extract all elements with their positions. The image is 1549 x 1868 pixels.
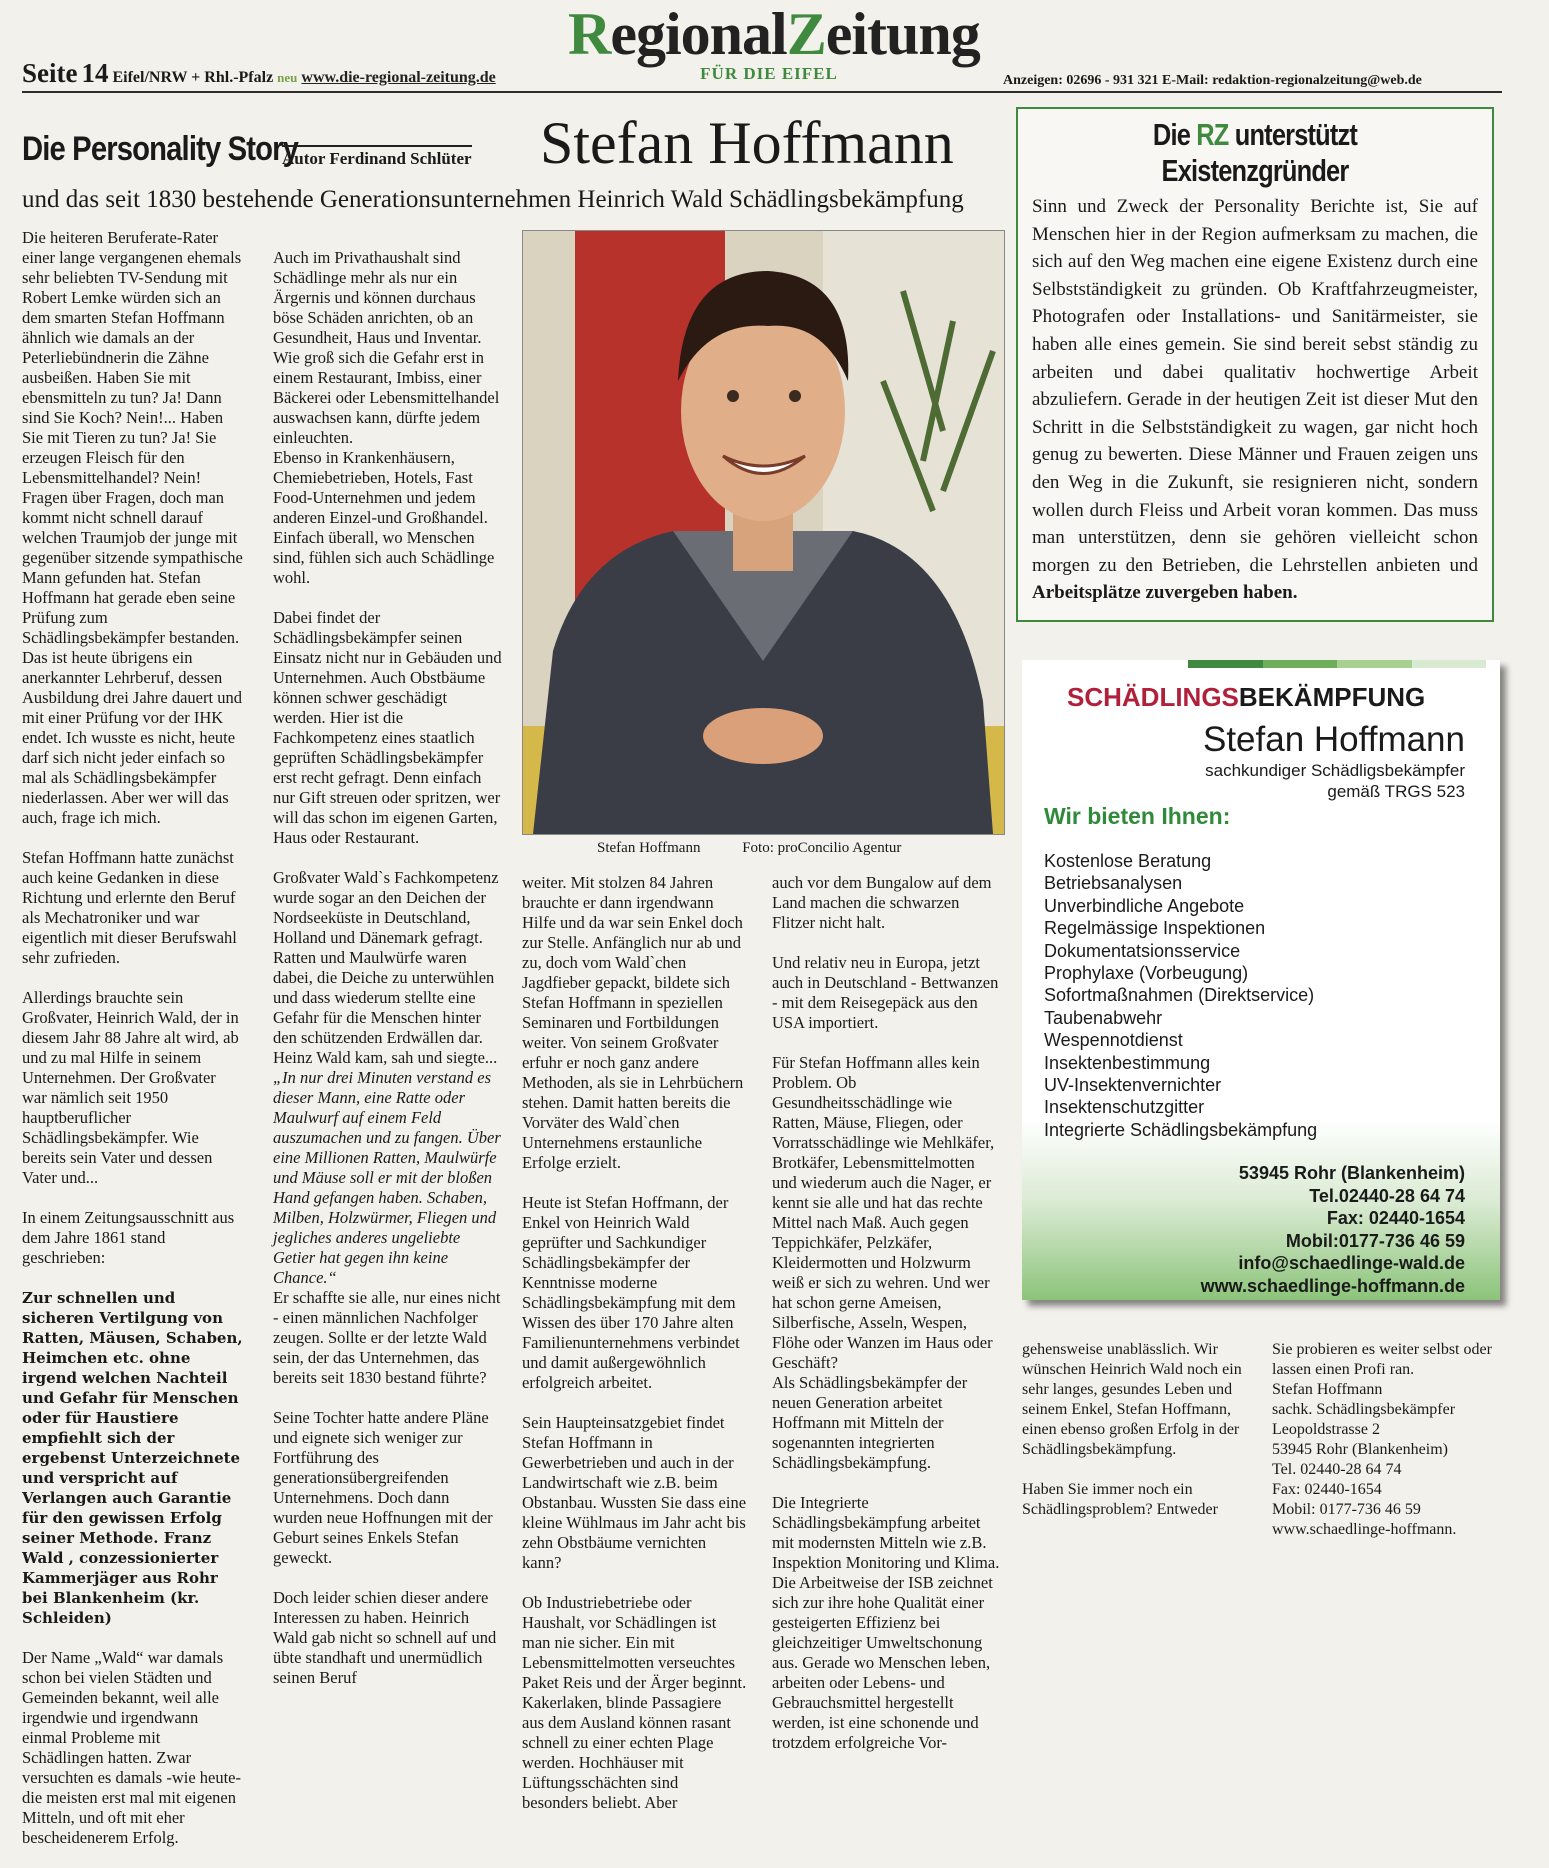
contact-line: Fax: 02440-1654	[1272, 1481, 1382, 1498]
ad-phone: Tel.02440-28 64 74	[1309, 1185, 1465, 1206]
paragraph: Und relativ neu in Europa, jetzt auch in Deutschland - Bettwanzen - mit dem Reisegepäck aus den USA importiert.	[772, 953, 999, 1032]
paragraph: Ebenso in Krankenhäusern, Chemiebetrieben, Hotels, Fast Food-Unternehmen und jedem anderen Einzel-und Großhandel. Einfach überall, wo Menschen sind, fühlen sich auch Schädlinge wohl.	[273, 448, 495, 587]
paragraph: Doch leider schien dieser andere Interessen zu haben. Heinrich Wald gab nicht so schnell auf und übte standhaft und unermüdlich seinen Beruf	[273, 1588, 497, 1687]
paragraph: Sein Haupteinsatzgebiet findet Stefan Hoffmann in Gewerbetrieben und auch in der Landwirtschaft wie z.B. beim Obstanbau. Wussten Sie dass eine kleine Wühlmaus im Jahr acht bis zehn Obstbäume vernichten kann?	[522, 1413, 747, 1572]
page-header-left	[22, 58, 496, 89]
paragraph: Der Name „Wald“ war damals schon bei vielen Städten und Gemeinden bekannt, weil alle irgendwie und irgendwann einmal Probleme mit Schädlingen hatten. Zwar versuchten es damals -wie heute- die meisten erst mal mit eigenen Mitteln, und oft mit eher bescheidenerem Erfolg.	[22, 1648, 241, 1847]
ad-address: 53945 Rohr (Blankenheim)	[1238, 1163, 1465, 1183]
paragraph: Die heiteren Beruferate-Rater einer lange vergangenen ehemals sehr beliebten TV-Sendung mit Robert Lemke würden sich an dem smarten Stefan Hoffmann ähnlich wie damals an der Peterliebündnerin die Zähne ausbeißen. Haben Sie mit ebensmitteln zu tun? Ja! Dann sind Sie Koch? Nein!... Haben Sie mit Tieren zu tun? Ja! Sie erzeugen Fleisch für den Lebensmittelhandel? Nein! Fragen über Fragen, doch man kommt nicht schnell darauf welchen Traumjob der junge mit gegenüber sitzende sympathische Mann gefunden hat. Stefan Hoffmann hat gerade eben seine Prüfung zum Schädlingsbekämpfer bestanden.	[22, 228, 243, 647]
list-item: Insektenbestimmung	[1044, 1052, 1211, 1073]
paragraph: Großvater Wald`s Fachkompetenz wurde sogar an den Deichen der Nordseeküste in Deutschland, Holland und Dänemark gefragt. Ratten und Maulwürfe waren dabei, die Deiche zu unterwühlen und dass wiederum stellte eine Gefahr für die Menschen hinter den schützenden Erdwällen dar. Heinz Wald kam, sah und siegte...	[273, 868, 499, 1067]
paragraph: Auch im Privathaushalt sind Schädlinge mehr als nur ein Ärgernis und können durchaus böse Schäden anrichten, ob an Gesundheit, Haus und Inventar.	[273, 248, 482, 347]
article-title: Stefan Hoffmann	[540, 110, 954, 176]
author-line: Autor Ferdinand Schlüter	[282, 145, 472, 169]
list-item: Dokumentatsionsservice	[1044, 940, 1241, 961]
masthead-subtitle: FÜR DIE EIFEL	[700, 64, 838, 83]
article-column-5	[1022, 1340, 1252, 1540]
paragraph: Stefan Hoffmann hatte zunächst auch keine Gedanken in diese Richtung und erlernte den Beruf als Mechatroniker und war eigentlich mit dieser Berufswahl sehr zufrieden.	[22, 848, 237, 967]
article-column-4	[772, 873, 1002, 1773]
historic-quote: Zur schnellen und sicheren Vertilgung von Ratten, Mäusen, Schaben, Heimchen etc. ohne irgend welchen Nachteil und Gefahr für Menschen oder für Haustiere empfiehlt sich der ergebenst Unterzeichnete und verspricht auf Verlangen auch Garantie für den gewissen Erfolg seiner Methode. Franz Wald , conzessionierter Kammerjäger aus Rohr bei Blankenheim (kr. Schleiden)	[22, 1289, 243, 1627]
rz-box-title: Die RZ unterstützt Existenzgründer	[1152, 117, 1358, 188]
ad-color-stripes	[1188, 660, 1486, 668]
paragraph: Haben Sie immer noch ein Schädlingsproblem? Entweder	[1022, 1481, 1218, 1518]
list-item: UV-Insektenvernichter	[1044, 1075, 1222, 1096]
article-column-1	[22, 228, 244, 1868]
ad-fax: Fax: 02440-1654	[1326, 1208, 1465, 1228]
paragraph: Für Stefan Hoffmann alles kein Problem. Ob Gesundheitsschädlinge wie Ratten, Mäuse, Fliegen, oder Vorratsschädlinge wie Mehlkäfer, Brotkäfer, Lebensmittelmotten und wiederum auch die Nager, er kennt sie alle und hat das rechte Mittel nach Maß. Auch gegen Teppichkäfer, Pelzkäfer, Kleidermotten und Holzwurm weiß er sich zu wehren. Und wer hat schon gerne Ameisen, Silberfische, Asseln, Wespen, Flöhe oder Wanzen im Haus oder Geschäft?	[772, 1053, 995, 1372]
list-item: Wespennotdienst	[1044, 1030, 1183, 1051]
ad-email-link[interactable]: info@schaedlinge-wald.de	[1238, 1253, 1465, 1273]
ad-heading: SCHÄDLINGSBEKÄMPFUNG	[1067, 682, 1426, 712]
page-number: 14	[81, 58, 109, 88]
article-subtitle: und das seit 1830 bestehende Generationsunternehmen Heinrich Wald Schädlingsbekämpfung	[22, 186, 964, 213]
website-link[interactable]: www.die-regional-zeitung.de	[301, 69, 496, 86]
website-link[interactable]: www.schaedlinge-hoffmann.	[1272, 1521, 1457, 1538]
rz-info-box	[1016, 107, 1494, 622]
list-item: Prophylaxe (Vorbeugung)	[1044, 963, 1249, 984]
paragraph: In einem Zeitungsausschnitt aus dem Jahre 1861 stand geschrieben:	[22, 1208, 235, 1267]
paragraph: weiter. Mit stolzen 84 Jahren brauchte er dann irgendwann Hilfe und da war sein Enkel doch zur Stelle. Anfänglich nur ab und zu, doch vom Wald`chen Jagdfieber gepackt, bildete sich Stefan Hoffmann in speziellen Seminaren und Fortbildungen weiter. Von seinem Großvater erfuhr er noch ganz andere Methoden, als sie in Lehrbüchern stehen. Damit hatten bereits die Vorväter des Wald`chen Unternehmens erstaunliche Erfolge erzielt.	[522, 873, 744, 1172]
contact-line: Tel. 02440-28 64 74	[1272, 1461, 1402, 1478]
ad-name: Stefan Hoffmann	[1202, 720, 1465, 759]
pest-control-ad	[1022, 660, 1500, 1300]
page-label: Seite	[22, 58, 78, 88]
list-item: Integrierte Schädlingsbekämpfung	[1044, 1119, 1318, 1140]
paragraph: Er schaffte sie alle, nur eines nicht - einen männlichen Nachfolger zeugen. Sollte er der letzte Wald sein, der das Unternehmen, das bereits seit 1830 bestand führte?	[273, 1288, 501, 1387]
masthead-logo: RegionalZeitung	[568, 1, 980, 67]
list-item: Unverbindliche Angebote	[1044, 895, 1245, 916]
article-column-3	[522, 873, 747, 1833]
list-item: Insektenschutzgitter	[1044, 1097, 1205, 1118]
ad-offer-title: Wir bieten Ihnen:	[1044, 803, 1231, 829]
contact-line: Mobil: 0177-736 46 59	[1272, 1501, 1421, 1518]
contact-line: Stefan Hoffmann	[1272, 1381, 1383, 1398]
ad-website-link[interactable]: www.schaedlinge-hoffmann.de	[1200, 1275, 1465, 1296]
contact-line: sachk. Schädlingsbekämpfer	[1272, 1401, 1456, 1418]
paragraph: Seine Tochter hatte andere Pläne und eignete sich weniger zur Fortführung des generationsübergreifenden Unternehmens. Doch dann wurden neue Hoffnungen mit der Geburt seines Enkels Stefan geweckt.	[273, 1408, 493, 1567]
list-item: Regelmässige Inspektionen	[1044, 918, 1266, 939]
paragraph: Allerdings brauchte sein Großvater, Heinrich Wald, der in diesem Jahr 88 Jahre alt wird, ab und zu mal Hilfe in seinem Unternehmen. Der Großvater war nämlich seit 1950 hauptberuflicher Schädlingsbekämpfer. Wie bereits sein Vater und dessen Vater und...	[22, 988, 239, 1187]
list-item: Kostenlose Beratung	[1044, 851, 1212, 871]
article-column-2	[273, 248, 503, 1708]
article-column-6	[1272, 1340, 1502, 1540]
ad-contact	[1201, 1162, 1465, 1297]
paragraph: Das ist heute übrigens ein anerkannter Lehrberuf, dessen Ausbildung drei Jahre dauert und mit einer Prüfung vor der IHK endet. Ich wusste es nicht, heute darf sich nicht jeder einfach so mal als Schädlingsbekämpfer niederlassen. Aber wer will das auch, frage ich mich.	[22, 648, 242, 827]
paragraph: Die Integrierte Schädlingsbekämpfung arbeitet mit modernsten Mitteln wie z.B. Inspektion Monitoring und Klima. Die Arbeitweise der ISB zeichnet sich zur ihre hohe Qualität einer gesteigerten Effizienz bei gleichzeitiger Umweltschonung aus. Gerade wo Menschen leben, arbeiten oder Lebens- und Gebrauchsmittel hergestellt werden, ist eine schonende und trotzdem erfolgreiche Vor-	[772, 1493, 1000, 1752]
region-label: Eifel/NRW + Rhl.-Pfalz	[112, 69, 274, 86]
masthead	[568, 0, 980, 84]
paragraph: Heute ist Stefan Hoffmann, der Enkel von Heinrich Wald geprüfter und Sachkundiger Schädlingsbekämpfer der Kenntnisse moderne Schädlingsbekämpfung mit dem Wissen des über 170 Jahre alten Familienunternehmens verbindet und damit außergewöhnlich erfolgreich arbeitet.	[522, 1193, 740, 1392]
story-label: Die Personality Story	[22, 130, 299, 168]
paragraph: auch vor dem Bungalow auf dem Land machen die schwarzen Flitzer nicht halt.	[772, 873, 992, 932]
photo-caption	[522, 840, 1003, 857]
caption-credit: Foto: proConcilio Agentur	[742, 840, 902, 856]
contact-line: Leopoldstrasse 2	[1272, 1421, 1380, 1438]
rz-box-text: Sinn und Zweck der Personality Berichte ist, Sie auf Menschen hier in der Region aufmerksam zu machen, die sich auf den Weg machen eine eigene Existenz durch eine Selbstständigkeit zu gründen. Ob Kraftfahrzeugmeister, Photografen oder Installations- und Sanitärmeister, sie haben alle eines gemein. Sie sind bereit sebst ständig zu arbeiten und dabei qualitativ hochwertige Arbeit abzuliefern. Gerade in der heutigen Zeit ist dieser Mut den Schritt in die Selbstständigkeit zu wagen, gar nicht hoch genug zu bewerten. Diese Männer und Frauen zeigen uns den Weg in die Zukunft, sie resignieren nicht, sondern wollen durch Fleiss und Arbeit voran kommen. Das muss man unterstützen, denn sie gehören vielleicht schon morgen zu den Betrieben, die Lehrstellen anbieten und Arbeitsplätze zuvergeben haben.	[1032, 196, 1478, 604]
portrait-illustration	[523, 231, 1004, 834]
paragraph: Als Schädlingsbekämpfer der neuen Generation arbeitet Hoffmann mit Mitteln der sogenannten integrierten Schädlingsbekämpfung.	[772, 1373, 968, 1472]
paragraph: Wie groß sich die Gefahr erst in einem Restaurant, Imbiss, einer Bäckerei oder Lebensmittelhandel auswachsen kann, dürfte jedem einleuchten.	[273, 348, 500, 447]
list-item: Taubenabwehr	[1044, 1007, 1163, 1028]
contact-line: 53945 Rohr (Blankenheim)	[1272, 1441, 1448, 1458]
ad-role: sachkundiger Schädligsbekämpfer gemäß TRGS 523	[1205, 761, 1465, 801]
quote: „In nur drei Minuten verstand es dieser Mann, eine Ratte oder Maulwurf auf einem Feld auszumachen und zu fangen. Über eine Millionen Ratten, Maulwürfe und Mäuse soll er mit der bloßen Hand gefangen haben. Schaben, Milben, Holzwürmer, Fliegen und jegliches anderes ungeliebte Getier hat gegen ihn keine Chance.“	[273, 1068, 501, 1287]
portrait-photo	[522, 230, 1005, 835]
ad-offer-list	[1044, 850, 1317, 1141]
header-divider	[22, 91, 1502, 93]
paragraph: Sie probieren es weiter selbst oder lassen einen Profi ran.	[1272, 1341, 1492, 1378]
list-item: Sofortmaßnahmen (Direktservice)	[1044, 985, 1315, 1006]
paragraph: Dabei findet der Schädlingsbekämpfer seinen Einsatz nicht nur in Gebäuden und Unternehmen. Auch Obstbäume können schwer geschädigt werden. Hier ist die Fachkompetenz eines staatlich geprüften Schädlingsbekämpfer erst recht gefragt. Denn einfach nur Gift streuen oder spritzen, wer will das schon im eigenen Garten, Haus oder Restaurant.	[273, 608, 502, 847]
ad-mobile: Mobil:0177-736 46 59	[1285, 1230, 1465, 1251]
paragraph: Ob Industriebetriebe oder Haushalt, vor Schädlingen ist man nie sicher. Ein mit Lebensmittelmotten verseuchtes Paket Reis und der Ärger beginnt. Kakerlaken, blinde Passagiere aus dem Ausland können rasant schnell zu einer echten Plage werden. Hochhäuser mit Lüftungsschächten sind besonders beliebt. Aber	[522, 1593, 747, 1812]
list-item: Betriebsanalysen	[1044, 873, 1183, 894]
contact-header: Anzeigen: 02696 - 931 321 E-Mail: redaktion-regionalzeitung@web.de	[1003, 73, 1422, 88]
neu-label: neu	[277, 70, 298, 85]
paragraph: gehensweise unablässlich. Wir wünschen Heinrich Wald noch ein sehr langes, gesundes Leben und seinem Enkel, Stefan Hoffmann, einen ebenso großen Erfolg in der Schädlingsbekämpfung.	[1022, 1341, 1242, 1458]
caption-name: Stefan Hoffmann	[597, 840, 701, 856]
